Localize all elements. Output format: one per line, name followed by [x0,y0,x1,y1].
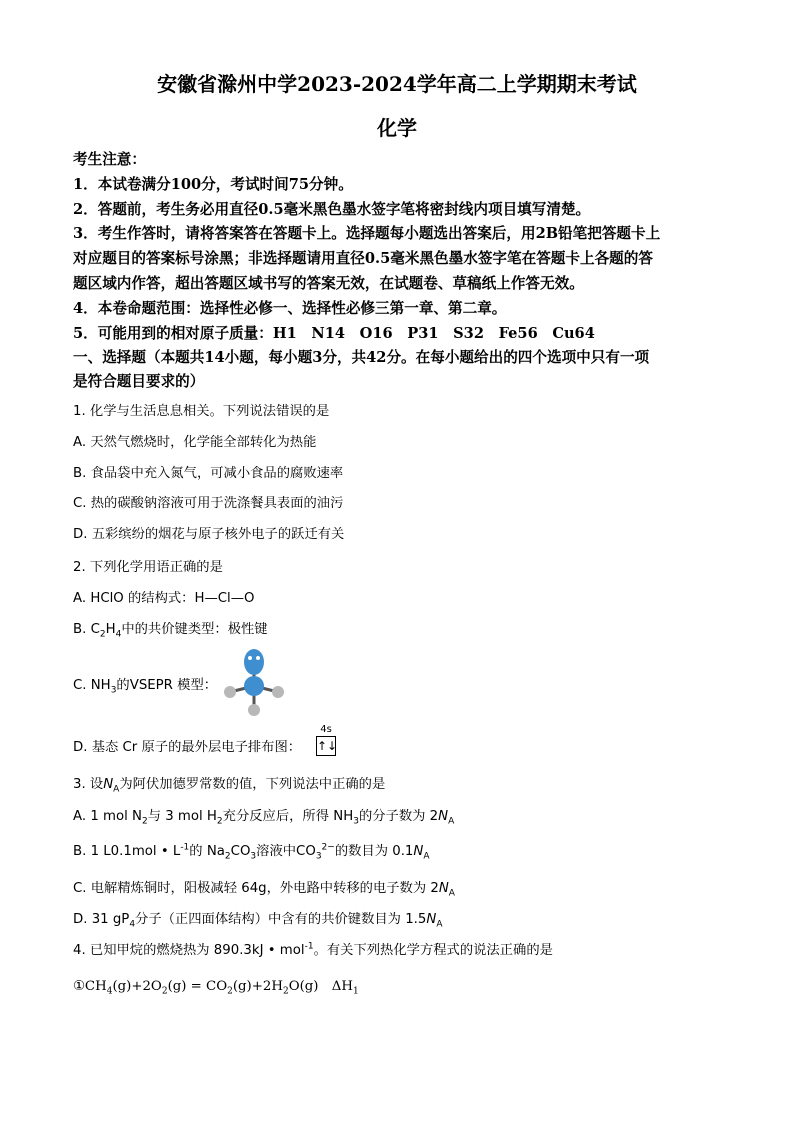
subject-title: 化学 [377,116,417,140]
option-a: A. 1 mol $N_2$与 3 mol $H_2$充分反应后，所得 $NH_3$的分子数为 $2N_A$ [73,809,455,827]
question-stem: 3. 设$N_A$为阿伏加德罗常数的值，下列说法中正确的是 [73,777,386,795]
page-title: 安徽省滁州中学2023-2024学年高二上学期期末考试 [157,72,637,96]
notice-item: 1．本试卷满分100分，考试时间75分钟。 [73,176,353,193]
notice-item: 5．可能用到的相对原子质量：H1 N14 O16 P31 S32 Fe56 Cu64 [73,325,595,342]
option-b: B. $C_2H_4$中的共价键类型：极性键 [73,622,268,640]
option-c: C. 热的碳酸钠溶液可用于洗涤餐具表面的油污 [73,496,344,511]
notice-item: 2．答题前，考生务必用直径0.5毫米黑色墨水签字笔将密封线内项目填写清楚。 [73,201,591,218]
option-d: D. 基态 Cr 原子的最外层电子排布图： [73,740,302,755]
orbital-diagram [314,724,338,756]
notice-heading: 考生注意： [73,151,146,168]
option-b: B. 1 L0.1mol • $L^{-1}$的 $Na_2CO_3$溶液中$CO_3^{2-}$的数目为 $0.1N_A$ [73,842,430,862]
vsepr-model-image [218,646,290,718]
option-c: C. 电解精炼铜时，阳极减轻 64g，外电路中转移的电子数为 $2N_A$ [73,881,455,899]
section-heading-cont: 是符合题目要求的） [73,373,205,390]
option-d: D. 31 $gP_4$分子（正四面体结构）中含有的共价键数目为 $1.5N_A$ [73,912,443,930]
question-stem: 2. 下列化学用语正确的是 [73,560,223,575]
section-heading: 一、选择题（本题共14小题，每小题3分，共42分。在每小题给出的四个选项中只有一项 [73,349,650,366]
option-a: A. HClO 的结构式：H—Cl—O [73,591,255,606]
orbital-box: ↑↓ [316,736,336,756]
option-b: B. 食品袋中充入氮气，可减小食品的腐败速率 [73,466,344,481]
option-a: A. 天然气燃烧时，化学能全部转化为热能 [73,435,317,450]
option-d: D. 五彩缤纷的烟花与原子核外电子的跃迁有关 [73,527,345,542]
equation: $①CH_4(g)+2O_2(g) = CO_2(g)+2H_2O(g)$ $\Delta H_1$ [73,979,359,997]
notice-item: 题区域内作答，超出答题区域书写的答案无效，在试题卷、草稿纸上作答无效。 [73,275,584,292]
option-c: C. $NH_3$的VSEPR 模型： [73,678,218,696]
notice-item: 3．考生作答时，请将答案答在答题卡上。选择题每小题选出答案后，用2B铅笔把答题卡上 [73,225,661,242]
notice-item: 4．本卷命题范围：选择性必修一、选择性必修三第一章、第二章。 [73,300,507,317]
question-stem: 4. 已知甲烷的燃烧热为 890.3kJ • mol$^{-1}$。有关下列热化学方程式的说法正确的是 [73,941,553,958]
question-stem: 1. 化学与生活息息相关。下列说法错误的是 [73,404,330,419]
notice-item: 对应题目的答案标号涂黑；非选择题请用直径0.5毫米黑色墨水签字笔在答题卡上各题的答 [73,250,653,267]
orbital-label: 4s [320,724,332,735]
